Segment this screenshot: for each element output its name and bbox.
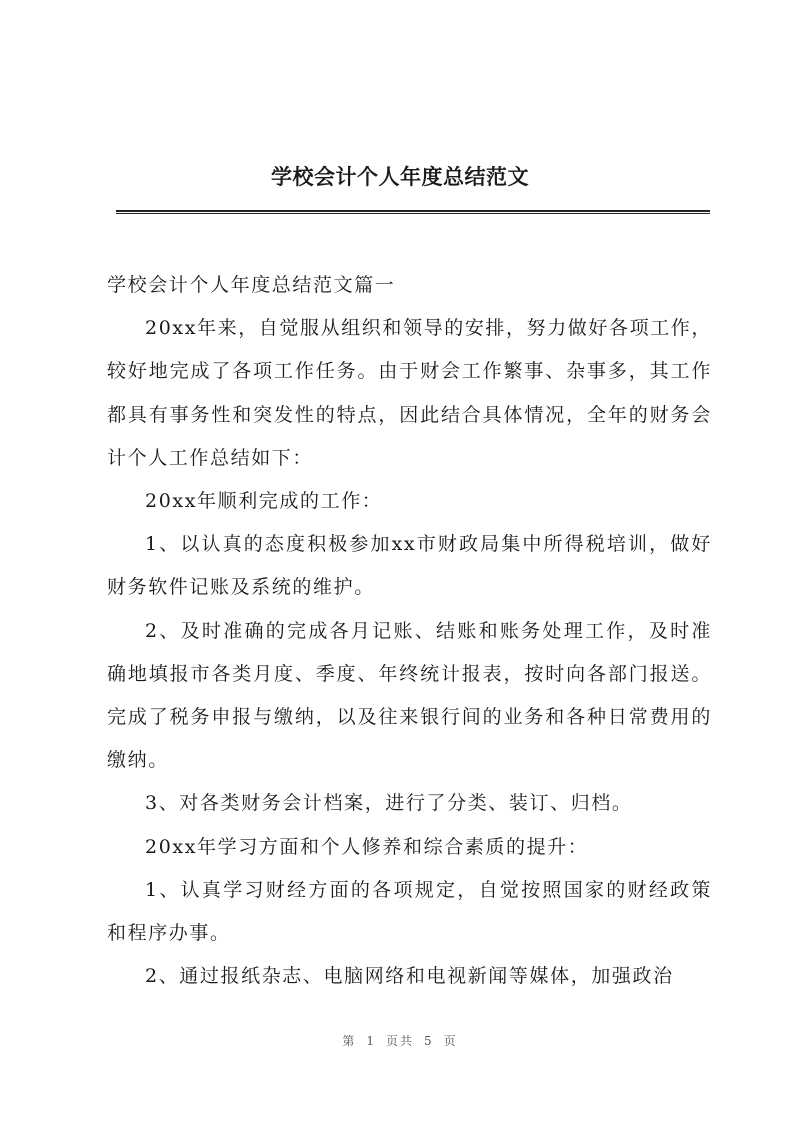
paragraph-item-2: 2、及时准确的完成各月记账、结账和账务处理工作，及时准确地填报市各类月度、季度、年终统计报表，按时向各部门报送。完成了税务申报与缴纳，以及往来银行间的业务和各种日常费用的缴纳。 xyxy=(107,619,712,772)
footer-prefix: 第 xyxy=(342,1034,357,1048)
paragraph-intro: 20xx年来，自觉服从组织和领导的安排，努力做好各项工作，较好地完成了各项工作任务。由于财会工作繁事、杂事多，其工作都具有事务性和突发性的特点，因此结合具体情况，全年的财务会计个人工作总结如下： xyxy=(107,317,713,469)
paragraph-item-1: 1、以认真的态度积极参加xx市财政局集中所得税培训，做好财务软件记账及系统的维护。 xyxy=(107,533,712,599)
footer-middle: 页共 xyxy=(385,1034,414,1048)
paragraph-study-item-2: 2、通过报纸杂志、电脑网络和电视新闻等媒体，加强政治 xyxy=(145,965,674,988)
footer-page-number: 1 xyxy=(366,1034,376,1048)
document-title: 学校会计个人年度总结范文 xyxy=(271,165,529,189)
footer-total-pages: 5 xyxy=(424,1034,434,1048)
document-body xyxy=(107,264,712,998)
title-divider xyxy=(116,210,710,214)
section-heading: 学校会计个人年度总结范文篇一 xyxy=(107,274,396,296)
paragraph-completed-work-heading: 20xx年顺利完成的工作： xyxy=(145,490,383,513)
footer-suffix: 页 xyxy=(443,1034,458,1048)
paragraph-study-heading: 20xx年学习方面和个人修养和综合素质的提升： xyxy=(145,835,589,858)
paragraph-item-3: 3、对各类财务会计档案，进行了分类、装订、归档。 xyxy=(145,792,633,815)
paragraph-study-item-1: 1、认真学习财经方面的各项规定，自觉按照国家的财经政策和程序办事。 xyxy=(107,878,712,945)
page-footer xyxy=(0,1032,800,1049)
